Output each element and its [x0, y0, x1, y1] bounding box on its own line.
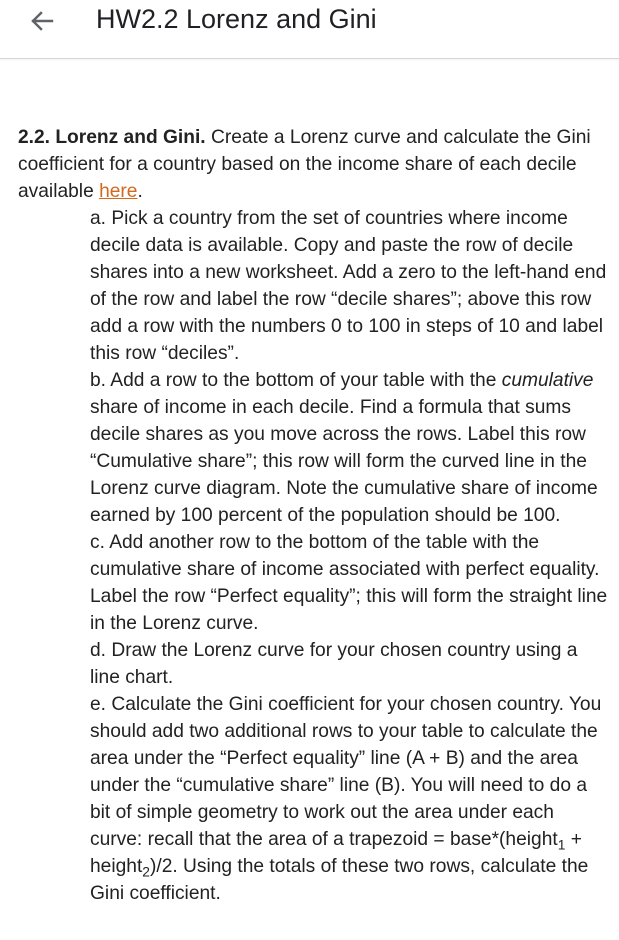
step-b-text-start: b. Add a row to the bottom of your table with the [90, 370, 502, 391]
step-b-emphasis: cumulative [501, 370, 594, 391]
height-subscript-1: 1 [557, 836, 566, 853]
step-a: a. Pick a country from the set of countries where income decile data is available. Copy and paste the row of decile shares into a new worksheet. Add a zero to the left-hand end of the row and label the row “decile shares”; above this row add a row with the numbers 0 to 100 in steps of 10 and label this row “deciles”. [90, 208, 607, 364]
step-c: c. Add another row to the bottom of the table with the cumulative share of income associated with perfect equality. Label the row “Perfect equality”; this will form the straight line in the Lorenz curve. [90, 532, 608, 634]
step-e-text-mid: + height [90, 829, 582, 877]
page-title: HW2.2 Lorenz and Gini [96, 4, 377, 34]
problem-intro [18, 124, 608, 205]
step-e-text-end: )/2. Using the totals of these two rows, calculate the Gini coefficient. [90, 856, 589, 904]
height-subscript-2: 2 [142, 863, 150, 880]
data-link[interactable]: here [99, 181, 138, 202]
app-bar [0, 0, 619, 59]
intro-period: . [137, 181, 143, 202]
problem-heading: 2.2. Lorenz and Gini. [18, 127, 206, 148]
assignment-content [18, 124, 608, 907]
step-list [18, 205, 608, 907]
step-d: d. Draw the Lorenz curve for your chosen country using a line chart. [90, 640, 578, 688]
step-e-text-start: e. Calculate the Gini coefficient for your chosen country. You should add two additional rows to your table to calculate the area under the “Perfect equality” line (A + B) and the area under the “cumulative share” line (B). You will need to do a bit of simple geometry to work out the area under each curve: recall that the area of a trapezoid = base*(height [90, 694, 602, 850]
step-b [90, 367, 608, 529]
step-e [90, 691, 608, 907]
back-button[interactable] [22, 3, 62, 39]
problem-intro-text: Create a Lorenz curve and calculate the Gini coefficient for a country based on the income share of each decile available [18, 127, 591, 202]
step-b-text-end: share of income in each decile. Find a formula that sums decile shares as you move across the rows. Label this row “Cumulative share”; this row will form the curved line in the Lorenz curve diagram. Note the cumulative share of income earned by 100 percent of the population should be 100. [90, 397, 598, 526]
arrow-back-icon [22, 3, 62, 39]
